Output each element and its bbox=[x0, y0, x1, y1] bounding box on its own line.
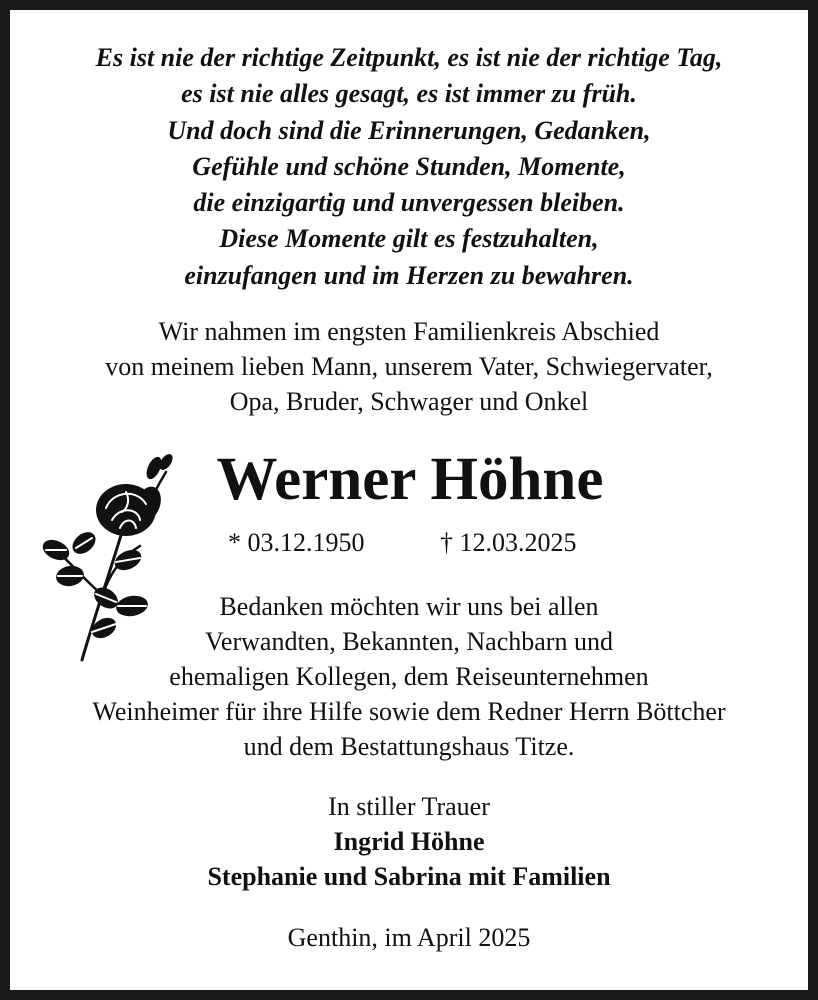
death-date: † 12.03.2025 bbox=[440, 528, 577, 557]
memorial-poem bbox=[0, 40, 818, 294]
poem-line: einzufangen und im Herzen zu bewahren. bbox=[184, 260, 634, 290]
mourners-block bbox=[0, 789, 818, 894]
farewell-announcement bbox=[0, 314, 818, 419]
acknowledgements bbox=[0, 589, 818, 764]
acknowledgement-line: ehemaligen Kollegen, dem Reiseunternehmen bbox=[169, 662, 649, 691]
poem-line: Und doch sind die Erinnerungen, Gedanken, bbox=[167, 115, 651, 145]
poem-line: Diese Momente gilt es festzuhalten, bbox=[219, 224, 599, 254]
mourning-intro: In stiller Trauer bbox=[328, 792, 490, 821]
announcement-line: Wir nahmen im engsten Familienkreis Abschied bbox=[158, 317, 660, 346]
birth-date: * 03.12.1950 bbox=[228, 528, 365, 557]
poem-line: es ist nie alles gesagt, es ist immer zu früh. bbox=[181, 79, 637, 109]
place-and-date: Genthin, im April 2025 bbox=[287, 923, 531, 952]
mourner-family: Stephanie und Sabrina mit Familien bbox=[207, 862, 611, 891]
poem-line: die einzigartig und unvergessen bleiben. bbox=[193, 188, 625, 218]
poem-line: Gefühle und schöne Stunden, Momente, bbox=[192, 151, 626, 181]
acknowledgement-line: Bedanken möchten wir uns bei allen bbox=[219, 592, 599, 621]
acknowledgement-line: Verwandten, Bekannten, Nachbarn und bbox=[205, 627, 613, 656]
poem-line: Es ist nie der richtige Zeitpunkt, es ist nie der richtige Tag, bbox=[95, 43, 723, 72]
announcement-line: von meinem lieben Mann, unserem Vater, Schwiegervater, bbox=[105, 352, 713, 381]
deceased-name: Werner Höhne bbox=[216, 446, 604, 513]
acknowledgement-line: Weinheimer für ihre Hilfe sowie dem Redner Herrn Böttcher bbox=[92, 697, 726, 726]
acknowledgement-line: und dem Bestattungshaus Titze. bbox=[243, 732, 575, 761]
announcement-line: Opa, Bruder, Schwager und Onkel bbox=[229, 387, 589, 416]
mourner-spouse: Ingrid Höhne bbox=[333, 827, 485, 856]
